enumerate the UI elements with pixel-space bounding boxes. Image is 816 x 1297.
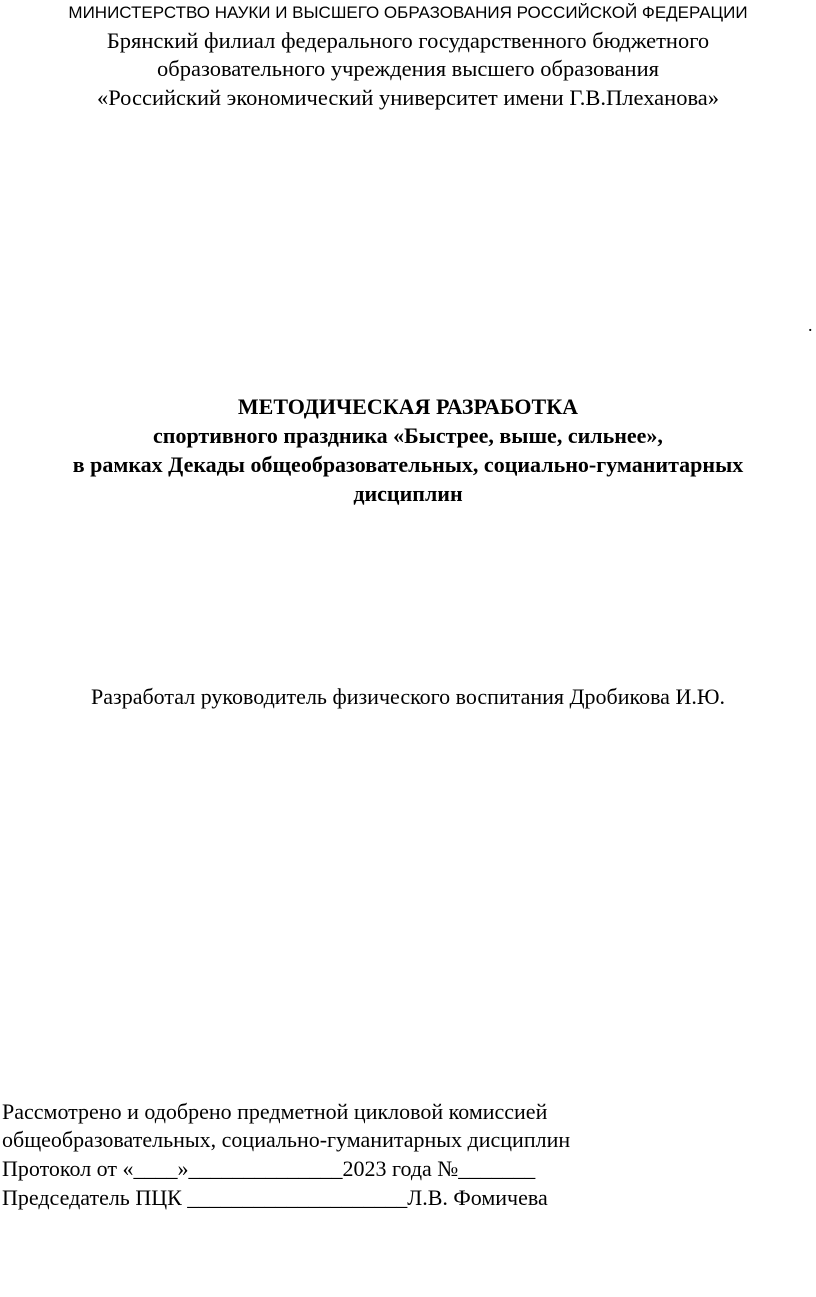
chairman-line: Председатель ПЦК ____________________Л.В. Фомичева <box>2 1185 548 1210</box>
institution-name-line-1: Брянский филиал федерального государственного бюджетного <box>106 28 710 53</box>
protocol-line: Протокол от «____»______________2023 года №_______ <box>2 1156 536 1181</box>
stray-dot: . <box>808 315 813 335</box>
author-line: Разработал руководитель физического воспитания Дробикова И.Ю. <box>91 684 725 709</box>
document-title: МЕТОДИЧЕСКАЯ РАЗРАБОТКА <box>237 394 579 419</box>
approval-line-2: общеобразовательных, социально-гуманитарных дисциплин <box>2 1127 571 1152</box>
ministry-name: МИНИСТЕРСТВО НАУКИ И ВЫСШЕГО ОБРАЗОВАНИЯ РОССИЙСКОЙ ФЕДЕРАЦИИ <box>68 3 748 22</box>
document-subtitle-line-3: дисциплин <box>353 481 463 506</box>
document-subtitle-line-1: спортивного праздника «Быстрее, выше, сильнее», <box>153 423 663 448</box>
document-subtitle-line-2: в рамках Декады общеобразовательных, социально-гуманитарных <box>72 452 744 477</box>
institution-name-line-2: образовательного учреждения высшего образования <box>157 56 659 81</box>
approval-line-1: Рассмотрено и одобрено предметной цикловой комиссией <box>2 1099 548 1124</box>
institution-name-line-3: «Российский экономический университет имени Г.В.Плеханова» <box>96 85 720 110</box>
